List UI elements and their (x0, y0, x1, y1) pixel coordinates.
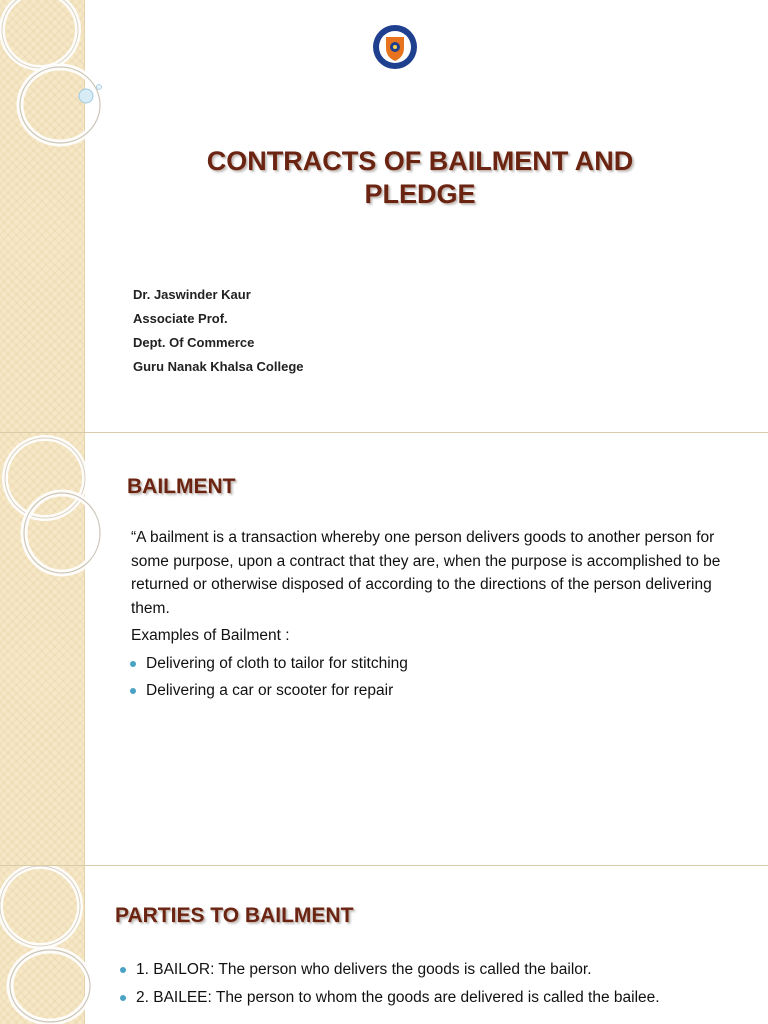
title-line-2: PLEDGE (364, 179, 476, 209)
author-designation: Associate Prof. (133, 311, 228, 326)
party-text: 1. BAILOR: The person who delivers the goods is called the bailor. (136, 961, 592, 978)
example-text: Delivering of cloth to tailor for stitching (146, 654, 408, 672)
list-item (128, 652, 751, 676)
list-item (128, 679, 751, 703)
title-line-1: CONTRACTS OF BAILMENT AND (206, 146, 634, 176)
author-department: Dept. Of Commerce (133, 335, 255, 350)
example-text: Delivering a car or scooter for repair (146, 682, 394, 699)
slide-bailment (0, 433, 768, 865)
slide-parties (0, 866, 768, 1024)
slide-title (0, 0, 768, 432)
author-college: Guru Nanak Khalsa College (133, 359, 304, 374)
round-dot-icon (120, 967, 126, 973)
decorative-rings-icon (0, 433, 140, 603)
author-name: Dr. Jaswinder Kaur (133, 287, 251, 302)
presentation-title (130, 145, 710, 211)
college-crest-logo (372, 24, 418, 70)
round-dot-icon (130, 688, 136, 694)
round-dot-icon (130, 661, 136, 667)
decorative-rings-icon (0, 0, 140, 160)
examples-label: Examples of Bailment : (131, 627, 290, 644)
round-dot-icon (120, 995, 126, 1001)
author-info (133, 283, 304, 379)
bailment-definition: “A bailment is a transaction whereby one person delivers goods to another person for some purpose, upon a contract that they are, when the purpose is accomplished to be returned or otherwise disposed of according to the directions of the person delivering them. (131, 529, 721, 617)
list-item (118, 986, 718, 1010)
section-heading: BAILMENT (127, 475, 236, 498)
party-text: 2. BAILEE: The person to whom the goods are delivered is called the bailee. (136, 988, 660, 1006)
section-heading: PARTIES TO BAILMENT (115, 904, 354, 927)
list-item (118, 958, 718, 982)
